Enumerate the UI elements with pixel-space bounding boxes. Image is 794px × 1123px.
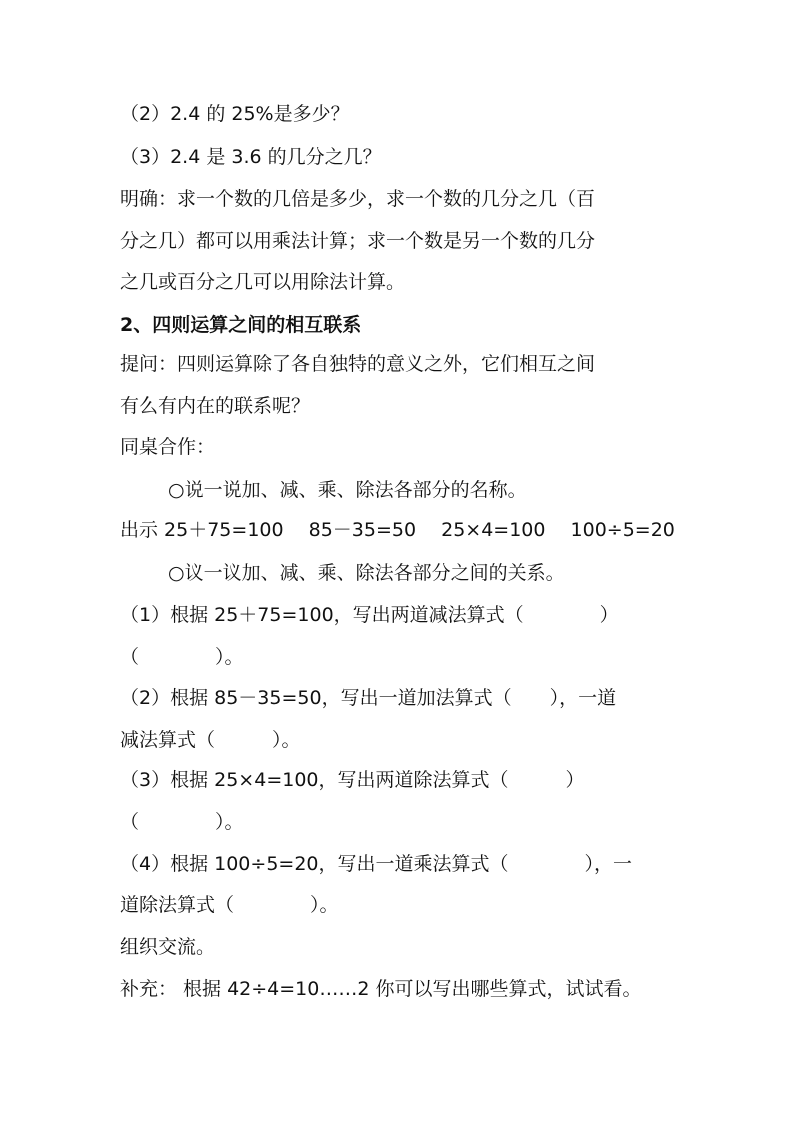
exercise-4-line-2: 道除法算式（ ）。 — [120, 894, 339, 916]
exercise-2-line-1: （2）根据 85－35=50，写出一道加法算式（ ），一道 — [120, 687, 617, 709]
exercise-1-line-2: （ ）。 — [120, 646, 244, 668]
supplement-line: 补充： 根据 42÷4=10……2 你可以写出哪些算式，试试看。 — [120, 978, 642, 1000]
question-3: （3）2.4 是 3.6 的几分之几？ — [120, 146, 382, 168]
exercise-4-line-1: （4）根据 100÷5=20，写出一道乘法算式（ ），一 — [120, 853, 632, 875]
exercise-3-line-2: （ ）。 — [120, 811, 244, 833]
activity-discuss-relations: ○议一议加、减、乘、除法各部分之间的关系。 — [168, 562, 565, 584]
clarification-line-2: 分之几）都可以用乘法计算；求一个数是另一个数的几分 — [120, 230, 596, 252]
clarification-line-1: 明确：求一个数的几倍是多少，求一个数的几分之几（百 — [120, 188, 596, 210]
pair-work-label: 同桌合作： — [120, 436, 216, 458]
question-2: （2）2.4 的 25%是多少？ — [120, 103, 350, 125]
activity-say-names: ○说一说加、减、乘、除法各部分的名称。 — [168, 479, 527, 501]
clarification-line-3: 之几或百分之几可以用除法计算。 — [120, 271, 406, 293]
exercise-1-line-1: （1）根据 25＋75=100，写出两道减法算式（ ） — [120, 604, 619, 626]
exercise-3-line-1: （3）根据 25×4=100，写出两道除法算式（ ） — [120, 769, 585, 791]
organize-exchange: 组织交流。 — [120, 936, 216, 958]
question-line-1: 提问：四则运算除了各自独特的意义之外，它们相互之间 — [120, 353, 596, 375]
section-heading: 2、四则运算之间的相互联系 — [120, 314, 362, 336]
question-line-2: 有么有内在的联系呢？ — [120, 395, 311, 417]
show-equations: 出示 25＋75=100 85－35=50 25×4=100 100÷5=20 — [120, 519, 675, 541]
exercise-2-line-2: 减法算式（ ）。 — [120, 729, 301, 751]
